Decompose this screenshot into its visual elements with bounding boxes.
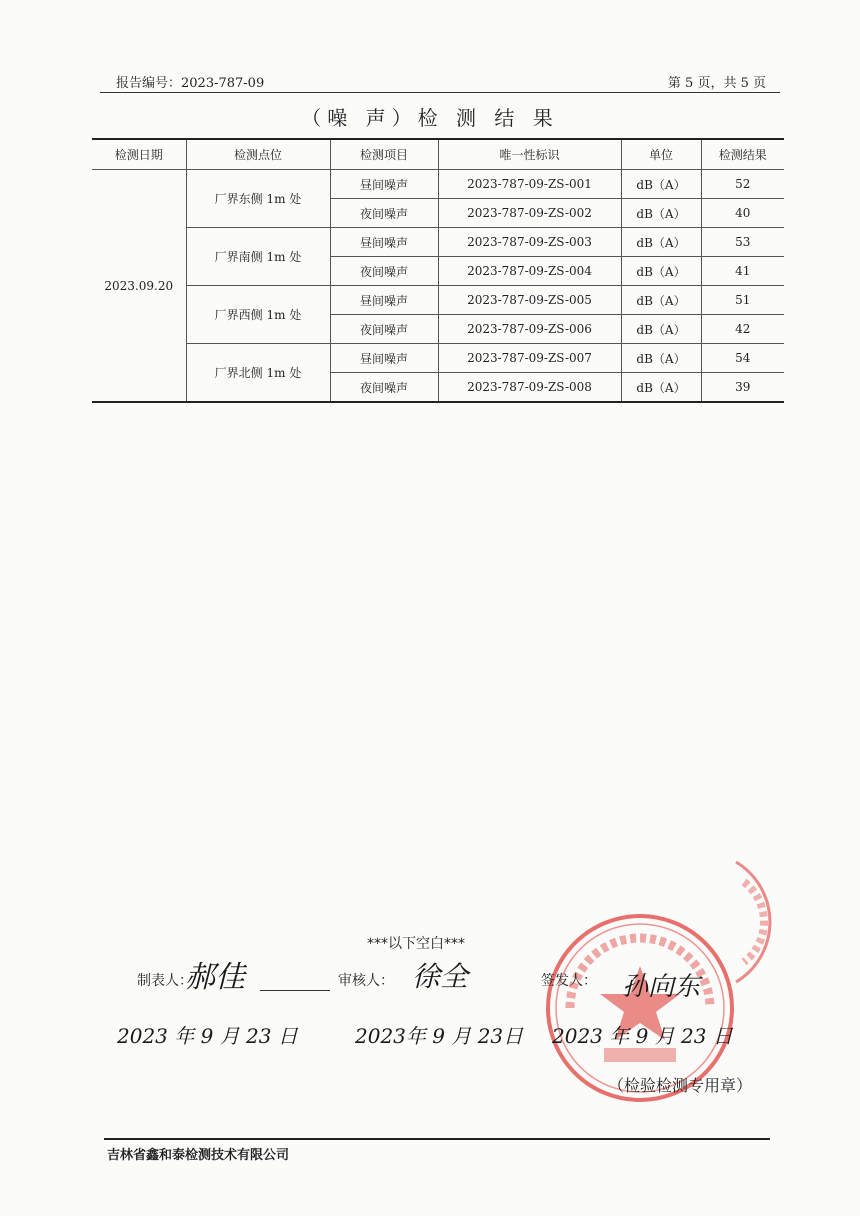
unit-cell: dB（A）	[621, 257, 701, 286]
unit-cell: dB（A）	[621, 199, 701, 228]
partial-seal-icon	[726, 852, 786, 992]
location-cell: 厂界南侧 1m 处	[186, 228, 330, 286]
item-cell: 昼间噪声	[330, 228, 438, 257]
reviewer-label: 审核人：	[338, 973, 394, 989]
result-cell: 41	[701, 257, 784, 286]
table-header-row	[92, 139, 784, 170]
page-title: （噪 声）检 测 结 果	[301, 106, 559, 130]
preparer-signature: 郝佳	[185, 960, 245, 995]
report-number: 报告编号：2023-787-09	[116, 76, 265, 91]
result-cell: 51	[701, 286, 784, 315]
id-cell: 2023-787-09-ZS-003	[438, 228, 621, 257]
item-cell: 夜间噪声	[330, 199, 438, 228]
footer-divider	[104, 1138, 770, 1140]
col-header-date: 检测日期	[92, 139, 186, 170]
page-indicator: 第 5 页，共 5 页	[667, 76, 766, 91]
item-cell: 夜间噪声	[330, 373, 438, 403]
item-cell: 昼间噪声	[330, 344, 438, 373]
issuer-signature: 孙向东	[622, 972, 701, 1002]
location-cell: 厂界西侧 1m 处	[186, 286, 330, 344]
noise-results-table	[92, 138, 784, 403]
result-cell: 39	[701, 373, 784, 403]
header-divider	[100, 92, 780, 93]
table-row	[92, 286, 784, 315]
col-header-id: 唯一性标识	[438, 139, 621, 170]
col-header-item: 检测项目	[330, 139, 438, 170]
result-cell: 52	[701, 170, 784, 199]
unit-cell: dB（A）	[621, 315, 701, 344]
unit-cell: dB（A）	[621, 344, 701, 373]
id-cell: 2023-787-09-ZS-002	[438, 199, 621, 228]
item-cell: 昼间噪声	[330, 286, 438, 315]
preparer-signature-line	[260, 990, 330, 991]
col-header-unit: 单位	[621, 139, 701, 170]
location-cell: 厂界北侧 1m 处	[186, 344, 330, 403]
result-cell: 40	[701, 199, 784, 228]
id-cell: 2023-787-09-ZS-008	[438, 373, 621, 403]
blank-below-note: ***以下空白***	[367, 936, 465, 952]
id-cell: 2023-787-09-ZS-005	[438, 286, 621, 315]
reviewer-signature: 徐全	[412, 960, 469, 993]
col-header-result: 检测结果	[701, 139, 784, 170]
result-cell: 54	[701, 344, 784, 373]
preparer-label: 制表人：	[137, 973, 193, 989]
result-cell: 42	[701, 315, 784, 344]
unit-cell: dB（A）	[621, 373, 701, 403]
table-row	[92, 228, 784, 257]
stamp-caption: （检验检测专用章）	[608, 1076, 753, 1095]
reviewer-date: 2023年 9 月 23日	[355, 1024, 524, 1048]
item-cell: 昼间噪声	[330, 170, 438, 199]
id-cell: 2023-787-09-ZS-006	[438, 315, 621, 344]
table-row	[92, 170, 784, 199]
item-cell: 夜间噪声	[330, 315, 438, 344]
issuer-date: 2023 年 9 月 23 日	[552, 1024, 733, 1048]
footer-company: 吉林省鑫和泰检测技术有限公司	[107, 1148, 290, 1163]
id-cell: 2023-787-09-ZS-007	[438, 344, 621, 373]
item-cell: 夜间噪声	[330, 257, 438, 286]
id-cell: 2023-787-09-ZS-004	[438, 257, 621, 286]
unit-cell: dB（A）	[621, 170, 701, 199]
issuer-label: 签发人：	[541, 973, 597, 989]
table-row	[92, 344, 784, 373]
preparer-date: 2023 年 9 月 23 日	[117, 1024, 298, 1048]
id-cell: 2023-787-09-ZS-001	[438, 170, 621, 199]
date-cell: 2023.09.20	[92, 170, 186, 403]
location-cell: 厂界东侧 1m 处	[186, 170, 330, 228]
col-header-location: 检测点位	[186, 139, 330, 170]
unit-cell: dB（A）	[621, 228, 701, 257]
result-cell: 53	[701, 228, 784, 257]
unit-cell: dB（A）	[621, 286, 701, 315]
